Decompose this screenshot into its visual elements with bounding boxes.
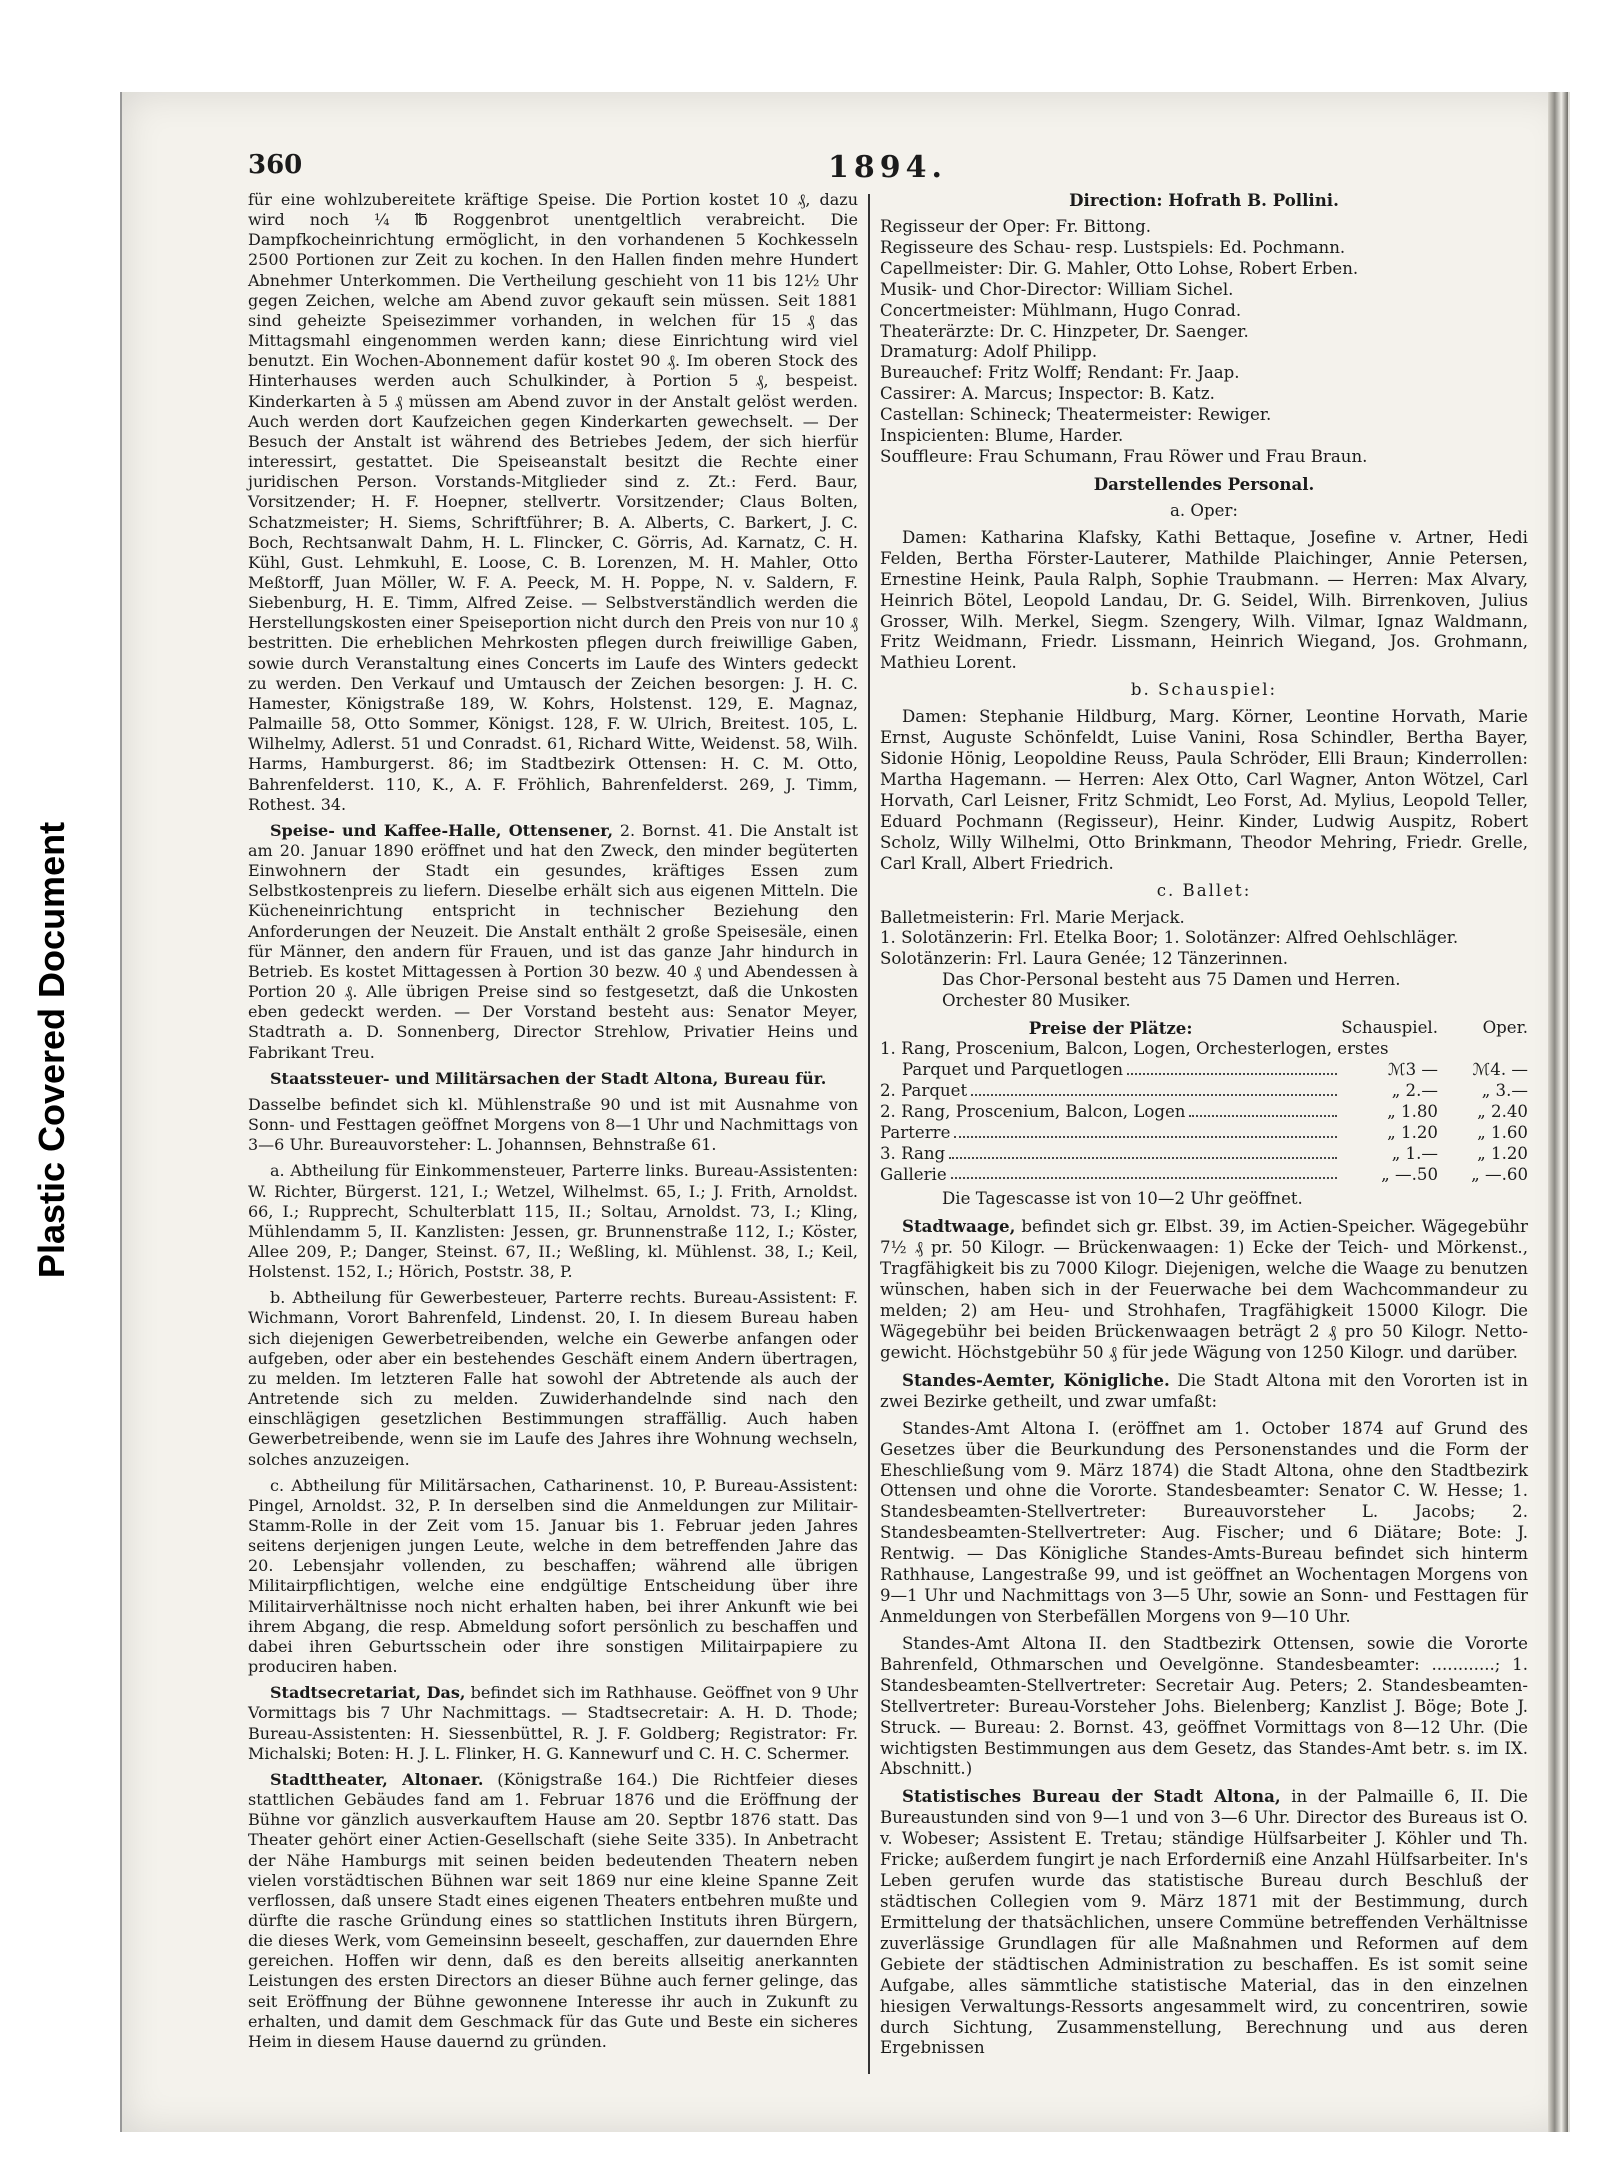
staff-line: Capellmeister: Dir. G. Mahler, Otto Lohse, Robert Erben.	[880, 258, 1359, 278]
paragraph-oper: Damen: Katharina Klafsky, Kathi Bettaque, Josefine v. Artner, Hedi Felden, Bertha Förster-Lauterer, Mathilde Plaichinger, Annie Petersen, Ernestine Heink, Paula Ralph, Sophie Traubmann. — Herren: Max Alvary, Heinrich Bötel, Leopold Landau, Dr. G. Seidel, Wilh. Birrenkoven, Julius Grosser, Wilh. Merkel, Siegm. Szengery, Wilh. Vilmar, Ignaz Waldmann, Fritz Weidmann, Friedr. Lissmann, Heinrich Wiegand, Jos. Grohmann, Mathieu Lorent.	[880, 527, 1528, 673]
staff-line: Inspicienten: Blume, Harder.	[880, 426, 1124, 446]
price-label: 1. Rang, Proscenium, Balcon, Logen, Orchesterlogen, erstes	[880, 1039, 1389, 1059]
staff-line: Bureauchef: Fritz Wolff; Rendant: Fr. Jaap.	[880, 363, 1240, 383]
heading-staatssteuer: Staatssteuer- und Militärsachen der Stadt Altona, Bureau für.	[270, 1068, 827, 1088]
ballet-line: Solotänzerin: Frl. Laura Genée; 12 Tänzerinnen.	[880, 949, 1289, 969]
staff-line: Theaterärzte: Dr. C. Hinzpeter, Dr. Saenger.	[880, 321, 1249, 341]
price-oper: „ 1.20	[1477, 1143, 1528, 1163]
ballet-line: 1. Solotänzerin: Frl. Etelka Boor; 1. Solotänzer: Alfred Oehlschläger.	[880, 928, 1459, 948]
price-schauspiel: ℳ3 —	[1387, 1059, 1438, 1079]
heading-schauspiel: b. Schauspiel:	[1130, 680, 1278, 700]
paragraph-stadtsecretariat: Stadtsecretariat, Das, befindet sich im Rathhause. Geöffnet von 9 Uhr Vormittags bis 7 Uhr Nachmittags. — Stadtsecretair: A. H. D. Thode; Bureau-Assistenten: H. Siessenbüttel, R. J. F. Goldberg; Registrator: Fr. Michalski; Boten: H. J. L. Flinker, H. G. Kannewurf und C. H. C. Schermer.	[248, 1683, 859, 1763]
paragraph-standesaemter: Standes-Aemter, Königliche. Die Stadt Altona mit den Vororten ist in zwei Bezirke getheilt, und zwar umfaßt:	[880, 1369, 1528, 1411]
paragraph-kaffeehalle	[248, 821, 858, 1063]
price-schauspiel: „ 1.80	[1387, 1101, 1438, 1121]
overlay-label: Plastic Covered Document	[31, 821, 73, 1279]
left-column	[248, 190, 858, 2058]
heading-ballet: c. Ballet:	[1156, 880, 1252, 900]
text-kaffeehalle: 2. Bornst. 41. Die Anstalt ist am 20. Januar 1890 eröffnet und hat den Zweck, den minder begüterten Einwohnern der Stadt ein gesundes, kräftiges Essen zum Selbstkostenpreis zu liefern. Dieselbe erhält sich aus eigenen Mitteln. Die Kücheneinrichtung entspricht in technischer Beziehung den Anforderungen der Neuzeit. Die Anstalt enthält 2 große Speisesäle, einen für Männer, den andern für Frauen, und ist das ganze Jahr hindurch in Betrieb. Es kostet Mittagessen à Portion 30 bezw. 40 ₰ und Abendessen à Portion 20 ₰. Alle übrigen Preise sind so festgesetzt, daß die Unkosten eben gedeckt werden. — Der Vorstand besteht aus: Senator Meyer, Stadtrath a. D. Sonnenberg, Director Strehlow, Privatier Heins und Fabrikant Treu.	[248, 820, 859, 1062]
price-oper: „ 1.60	[1477, 1122, 1528, 1142]
price-label: 2. Rang, Proscenium, Balcon, Logen	[880, 1101, 1186, 1121]
column-divider	[868, 194, 870, 2074]
heading-kaffeehalle: Speise- und Kaffee-Halle, Ottensener,	[270, 820, 614, 840]
heading-stadtsecretariat: Stadtsecretariat, Das,	[270, 1683, 466, 1703]
staff-line: Castellan: Schineck; Theatermeister: Rewiger.	[880, 405, 1272, 425]
ballet-line: Balletmeisterin: Frl. Marie Merjack.	[880, 907, 1185, 927]
price-row	[880, 1081, 1528, 1102]
paragraph-standesamt-1: Standes-Amt Altona I. (eröffnet am 1. October 1874 auf Grund des Gesetzes über die Beurkundung des Personenstandes und die Form der Eheschließung vom 9. März 1874) die Stadt Altona, ohne den Stadtbezirk Ottensen und ohne die Vororte. Standesbeamter: Senator C. W. Hesse; 1. Standesbeamten-Stellvertreter: Bureauvorsteher L. Jacobs; 2. Standesbeamten-Stellvertreter: Aug. Fischer; und 6 Diätare; Bote: J. Rentwig. — Das Königliche Standes-Amts-Bureau befindet sich hinterm Rathhause, Langestraße 99, und ist geöffnet an Wochentagen Morgens von 9—1 Uhr und Nachmittags von 3—5 Uhr, sowie an Sonn- und Festtagen für Anmeldungen von Sterbefällen Morgens von 9—10 Uhr.	[880, 1418, 1528, 1626]
chor-line: Das Chor-Personal besteht aus 75 Damen und Herren.	[942, 970, 1401, 990]
price-label: Parquet und Parquetlogen	[902, 1059, 1124, 1079]
price-label: 3. Rang	[880, 1143, 946, 1163]
price-row	[880, 1144, 1528, 1165]
price-row	[880, 1102, 1528, 1123]
staff-list	[880, 217, 1528, 468]
price-heading: Preise der Plätze:	[1028, 1018, 1193, 1039]
price-label: Gallerie	[880, 1164, 947, 1184]
staff-line: Regisseure des Schau- resp. Lustspiels: Ed. Pochmann.	[880, 237, 1346, 257]
price-schauspiel: „ 1.—	[1391, 1143, 1438, 1163]
price-schauspiel: „ 2.—	[1391, 1080, 1438, 1100]
price-label: 2. Parquet	[880, 1080, 968, 1100]
staff-line: Musik- und Chor-Director: William Sichel.	[880, 279, 1234, 299]
staff-line: Souffleure: Frau Schumann, Frau Röwer und Frau Braun.	[880, 447, 1368, 467]
price-row	[880, 1060, 1528, 1081]
right-column	[880, 190, 1528, 2065]
price-row	[880, 1039, 1528, 1060]
price-note: Die Tagescasse ist von 10—2 Uhr geöffnet.	[942, 1189, 1303, 1209]
paragraph-staatssteuer: Dasselbe befindet sich kl. Mühlenstraße 90 und ist mit Ausnahme von Sonn- und Festtagen geöffnet Morgens von 8—1 Uhr und Nachmittags von 3—6 Uhr. Bureauvorsteher: L. Johannsen, Behnstraße 61.	[248, 1094, 858, 1155]
paragraph-gewerbesteuer: b. Abtheilung für Gewerbesteuer, Parterre rechts. Bureau-Assistent: F. Wichmann, Vorort Bahrenfeld, Lindenst. 20, I. In diesem Bureau haben sich diejenigen Gewerbetreibenden, welche ein Gewerbe anfangen oder aufgeben, oder aber ein bestehendes Geschäft einem Andern übertragen, zu melden. Im letzteren Falle hat sowohl der Abtretende als auch der Antretende sich zu melden. Zuwiderhandelnde sind nach den einschlägigen gesetzlichen Bestimmungen straffällig. Auch haben Gewerbetreibende, wenn sie im Laufe des Jahres ihre Wohnung wechseln, solches anzuzeigen.	[248, 1288, 858, 1469]
staff-line: Cassirer: A. Marcus; Inspector: B. Katz.	[880, 384, 1215, 404]
price-row	[880, 1165, 1528, 1186]
heading-standesaemter: Standes-Aemter, Königliche.	[902, 1369, 1170, 1390]
overlay-label-container	[30, 100, 74, 2000]
orchester-line: Orchester 80 Musiker.	[942, 991, 1131, 1011]
price-header-row	[880, 1018, 1528, 1039]
staff-line: Regisseur der Oper: Fr. Bittong.	[880, 216, 1152, 236]
page-year: 1894.	[828, 150, 947, 185]
price-schauspiel: „ 1.20	[1387, 1122, 1438, 1142]
paragraph-militaersachen: c. Abtheilung für Militärsachen, Catharinenst. 10, P. Bureau-Assistent: Pingel, Arnoldst. 32, P. In derselben sind die Anmeldungen zur Militair-Stamm-Rolle in der Zeit vom 15. Januar bis 1. Februar jeden Jahres seitens derjenigen jungen Leute, welche in dem betreffenden Jahre das 20. Lebensjahr vollenden, zu beschaffen; während alle übrigen Militairpflichtigen, welche eine endgültige Entscheidung über ihre Militairverhältnisse noch nicht erhalten haben, bei ihrer Ankunft wie bei ihrem Abgang, die resp. Abmeldung sofort persönlich zu beschaffen und dabei ihren Geburtsschein oder ihre sonstigen Militairpapiere zu produciren haben.	[248, 1475, 858, 1677]
heading-stadtwaage: Stadtwaage,	[902, 1216, 1016, 1237]
price-oper: „ —.60	[1471, 1164, 1528, 1184]
price-table	[880, 1018, 1528, 1185]
paragraph-statistisches-bureau: Statistisches Bureau der Stadt Altona, in der Palmaille 6, II. Die Bureaustunden sind von 9—1 und von 3—6 Uhr. Director des Bureaus ist O. v. Wobeser; Assistent E. Tretau; ständige Hülfsarbeiter J. Köhler und Th. Fricke; außerdem fungirt je nach Erforderniß eine Anzahl Hülfsarbeiter. In's Leben gerufen wurde das statistische Bureau durch Beschluß der städtischen Collegien vom 9. März 1871 mit der Bestimmung, durch Ermittelung der thatsächlichen, unsere Commüne betreffenden Verhältnisse zuverlässige Grundlagen für alle Maßnahmen und Reformen auf dem Gebiete der städtischen Administration zu beschaffen. Es ist somit seine Aufgabe, alles sämmtliche statistische Material, das in den einzelnen hiesigen Verwaltungs-Ressorts angesammelt wird, zu concentriren, sowie durch Sichtung, Zusammenstellung, Berechnung und aus deren Ergebnissen	[880, 1786, 1528, 2058]
heading-personal: Darstellendes Personal.	[1093, 473, 1315, 494]
direction-line: Direction: Hofrath B. Pollini.	[1069, 190, 1339, 210]
paragraph-stadttheater: Stadttheater, Altonaer. (Königstraße 164.) Die Richtfeier dieses stattlichen Gebäudes fand am 1. Februar 1876 und die Eröffnung der Bühne vor gänzlich ausverkauftem Hause am 20. Septbr 1876 statt. Das Theater gehört einer Actien-Gesellschaft (siehe Seite 335). In Anbetracht der Nähe Hamburgs mit seinen beiden bedeutenden Theatern neben vielen vorstädtischen Bühnen war seit 1869 nur eine kleine Spanne Zeit verflossen, daß unsere Stadt eines eigenen Theaters entbehren mußte und dürfte die rasche Gründung eines so stattlichen Instituts ihren Bürgern, die dieses Werk, vom Gemeinsinn beseelt, geschaffen, zur dauernden Ehre gereichen. Hoffen wir denn, daß es den bereits allseitig anerkannten Leistungen des ersten Directors an dieser Bühne auch ferner gelinge, das seit Eröffnung der Bühne gewonnene Interesse ihr auch in Zukunft zu erhalten, und damit dem Geschmack für das Gute und Beste ein sicheres Heim in diesem Hause dauernd zu gründen.	[248, 1769, 859, 2051]
paragraph-schauspiel: Damen: Stephanie Hildburg, Marg. Körner, Leontine Horvath, Marie Ernst, Auguste Schönfeldt, Luise Vanini, Rosa Schindler, Bertha Bayer, Sidonie Hönig, Leopoldine Reuss, Paula Schröder, Elli Braun; Kinderrollen: Martha Hagemann. — Herren: Alex Otto, Carl Wagner, Anton Wötzel, Carl Horvath, Carl Leisner, Fritz Schmidt, Leo Forst, Ad. Mylius, Leopold Teller, Eduard Pochmann (Regisseur), Heinr. Kinder, Ludwig Auspitz, Robert Scholz, Willy Wilhelmi, Otto Brinkmann, Theodor Mehring, Friedr. Grelle, Carl Krall, Albert Friedrich.	[880, 707, 1528, 873]
price-col-oper: Oper.	[1482, 1018, 1528, 1038]
staff-line: Concertmeister: Mühlmann, Hugo Conrad.	[880, 300, 1242, 320]
page-number: 360	[248, 150, 303, 180]
heading-oper: a. Oper:	[1169, 500, 1238, 520]
paragraph-speiseanstalt: für eine wohlzubereitete kräftige Speise. Die Portion kostet 10 ₰, dazu wird noch ¼ ℔ Roggenbrot unentgeltlich verabreicht. Die Dampfkocheinrichtung ermöglicht, in den vorhandenen 5 Kochkesseln 2500 Portionen zur Zeit zu kochen. In den Hallen finden mehre Hundert Abnehmer Unterkommen. Die Vertheilung geschieht von 11 bis 12½ Uhr gegen Zeichen, welche am Abend zuvor gekauft sein müssen. Seit 1881 sind geheizte Speisezimmer vorhanden, in welchen für 15 ₰ das Mittagsmahl eingenommen werden kann; diese Einrichtung wird viel benutzt. Ein Wochen-Abonnement dafür kostet 90 ₰. Im oberen Stock des Hinterhauses werden auch Schulkinder, à Portion 5 ₰, bespeist. Kinderkarten à 5 ₰ müssen am Abend zuvor in der Anstalt gelöst werden. Auch werden dort Kaufzeichen gegen Kinderkarten gewechselt. — Der Besuch der Anstalt ist während des Betriebes Jedem, der sich hierfür interessirt, gestattet. Die Speiseanstalt besitzt die Rechte einer juridischen Person. Vorstands-Mitglieder sind z. Zt.: Ferd. Baur, Vorsitzender; H. F. Hoepner, stellvertr. Vorsitzender; Claus Bolten, Schatzmeister; H. Siems, Schriftführer; B. A. Alberts, C. Barkert, J. C. Boch, Rechtsanwalt Dahm, H. L. Flincker, C. Görris, Ad. Karnatz, C. H. Kühl, Gust. Lehmkuhl, E. Loose, C. B. Lorenzen, M. H. Mahler, Otto Meßtorff, Juan Möller, W. F. A. Peeck, M. H. Poppe, N. v. Saldern, F. Siebenburg, H. E. Timm, Alfred Zeise. — Selbstverständlich werden die Herstellungskosten einer Speiseportion nicht durch den Preis von nur 10 ₰ bestritten. Die erheblichen Mehrkosten pflegen durch freiwillige Gaben, sowie durch Veranstaltung eines Concerts im Laufe des Winters gedeckt zu werden. Den Verkauf und Umtausch der Zeichen besorgen: J. H. C. Hamester, Königstraße 189, W. Kohrs, Holstenst. 129, E. Magnaz, Palmaille 58, Otto Sommer, Königst. 128, F. W. Ulrich, Breitest. 105, L. Wilhelmy, Adlerst. 51 und Conradst. 61, Richard Witte, Weidenst. 58, Wilh. Harms, Hamburgerst. 86; im Stadtbezirk Ottensen: H. C. M. Otto, Bahrenfelderst. 110, K., A. F. Fröhlich, Bahrenfelderst. 269, J. Timm, Rothest. 34.	[248, 190, 858, 814]
price-col-schauspiel: Schauspiel.	[1341, 1018, 1438, 1038]
page-content	[248, 150, 1528, 2085]
paragraph-stadtwaage: Stadtwaage, befindet sich gr. Elbst. 39, im Actien-Speicher. Wägegebühr 7½ ₰ pr. 50 Kilogr. — Brückenwaagen: 1) Ecke der Teich- und Mörkenst., Tragfähigkeit bis zu 7000 Kilogr. Diejenigen, welche die Waage zu benutzen wünschen, haben sich in der Feuerwache bei dem Wachcommandeur zu melden; 2) am Heu- und Strohhafen, Tragfähigkeit 15000 Kilogr. Die Wägegebühr bei beiden Brückenwaagen beträgt 2 ₰ pro 50 Kilogr. Netto-gewicht. Höchstgebühr 50 ₰ für jede Wägung von 1250 Kilogr. und darüber.	[880, 1216, 1528, 1362]
price-oper: ℳ4. —	[1472, 1059, 1528, 1079]
price-oper: „ 3.—	[1481, 1080, 1528, 1100]
price-row	[880, 1123, 1528, 1144]
page-edge	[1548, 92, 1568, 2132]
heading-stadttheater: Stadttheater, Altonaer.	[270, 1769, 484, 1789]
price-schauspiel: „ —.50	[1381, 1164, 1438, 1184]
heading-statistisches-bureau: Statistisches Bureau der Stadt Altona,	[902, 1786, 1281, 1807]
price-oper: „ 2.40	[1477, 1101, 1528, 1121]
price-label: Parterre	[880, 1122, 951, 1142]
paragraph-einkommensteuer: a. Abtheilung für Einkommensteuer, Parterre links. Bureau-Assistenten: W. Richter, Bürgerst. 121, I.; Wetzel, Wilhelmst. 65, I.; J. Frith, Arnoldst. 66, I.; Rupprecht, Schulterblatt 115, II.; Soltau, Arnoldst. 73, I.; Kling, Mühlendamm 5, II. Kanzlisten: Jessen, gr. Brunnenstraße 112, I.; Köster, Allee 209, P.; Danger, Steinst. 67, II.; Weßling, kl. Mühlenst. 38, I.; Keil, Holstenst. 152, I.; Hörich, Poststr. 38, P.	[248, 1161, 858, 1282]
paragraph-standesamt-2: Standes-Amt Altona II. den Stadtbezirk Ottensen, sowie die Vororte Bahrenfeld, Othmarschen und Oevelgönne. Standesbeamter: ............; 1. Standesbeamten-Stellvertreter: Secretair Aug. Peters; 2. Standesbeamten-Stellvertreter: Bureau-Vorsteher Johs. Bielenberg; Kanzlist J. Böge; Bote J. Struck. — Bureau: 2. Bornst. 43, geöffnet Vormittags von 8—12 Uhr. (Die wichtigsten Bestimmungen aus dem Gesetz, das Standes-Amt betr. s. im IX. Abschnitt.)	[880, 1633, 1528, 1779]
staff-line: Dramaturg: Adolf Philipp.	[880, 342, 1098, 362]
